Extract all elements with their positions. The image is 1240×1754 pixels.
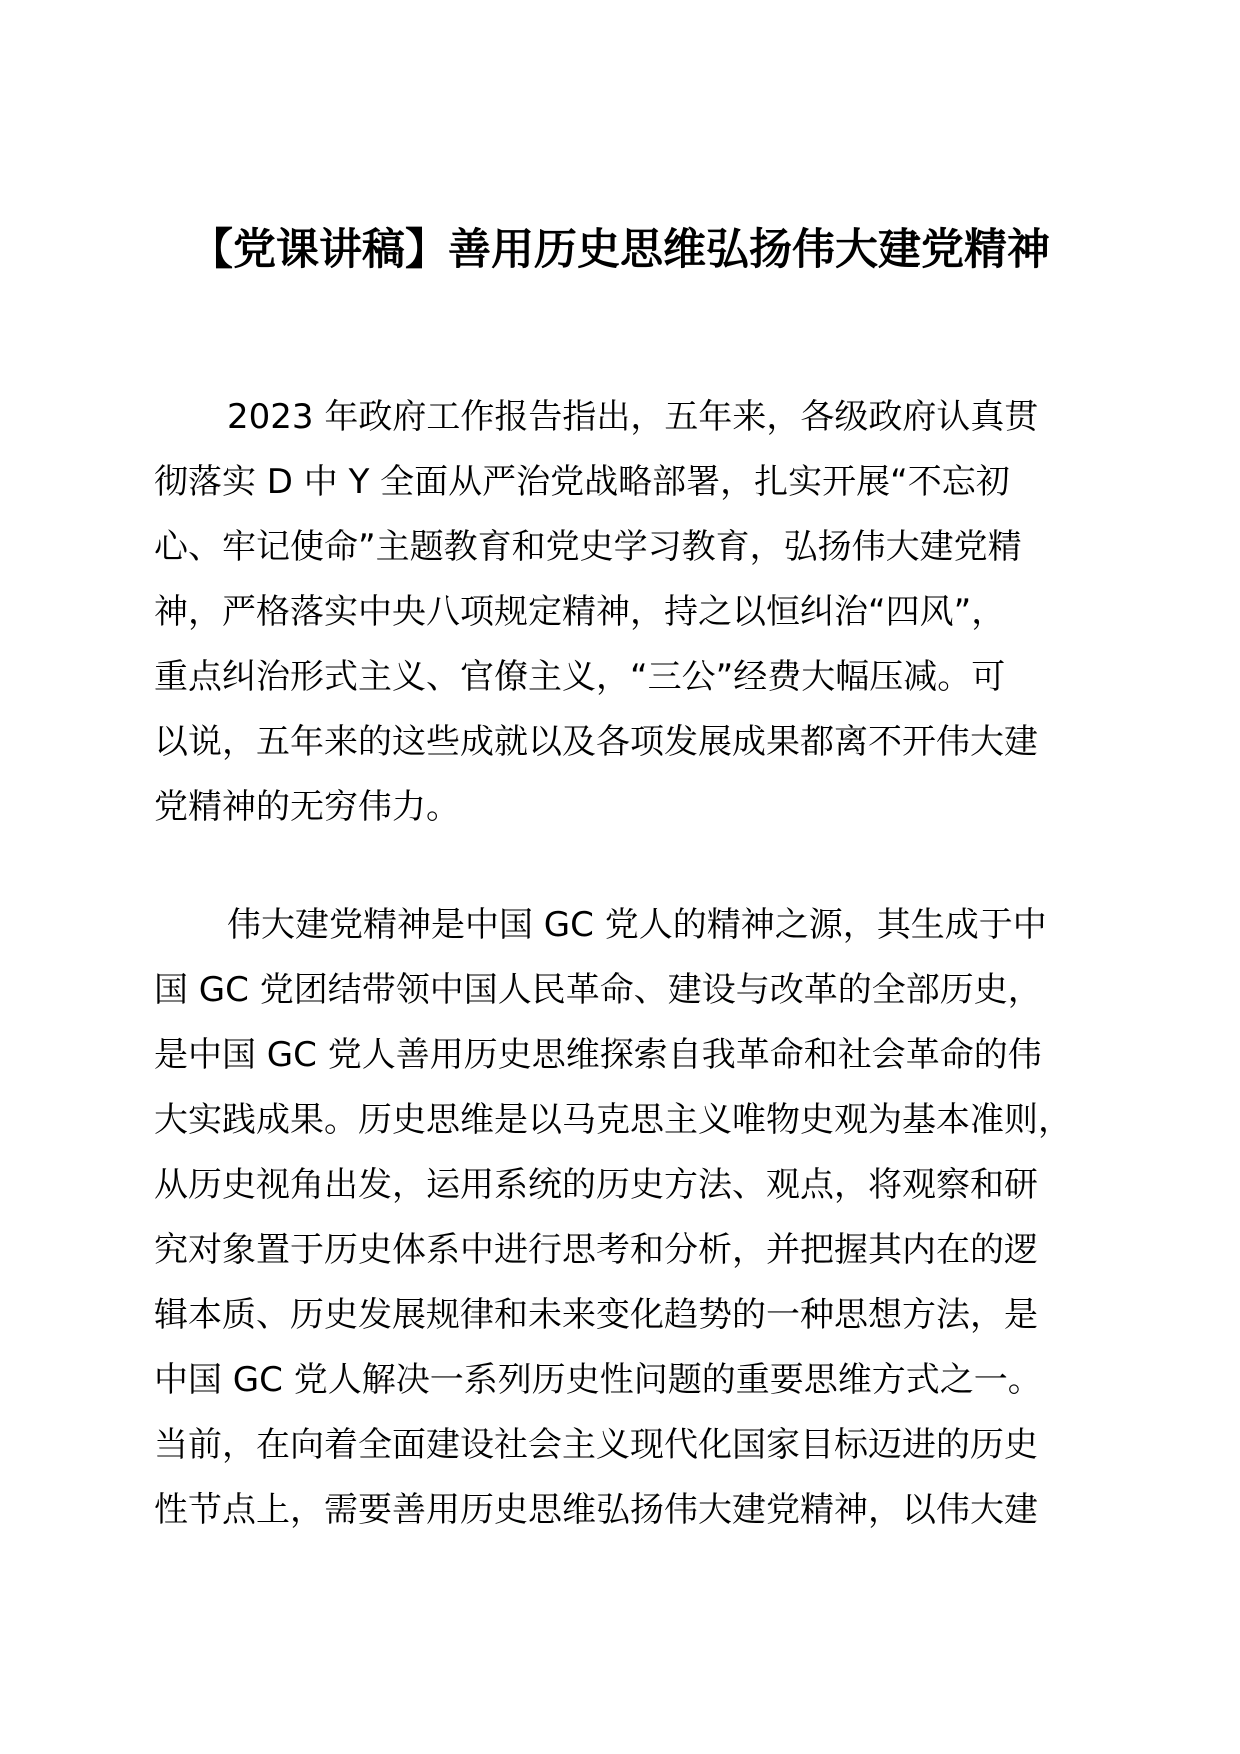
paragraph-2 (154, 893, 1084, 1543)
paragraph-line: 性节点上，需要善用历史思维弘扬伟大建党精神，以伟大建 (154, 1490, 1038, 1530)
paragraph-line: 从历史视角出发，运用系统的历史方法、观点，将观察和研 (154, 1165, 1038, 1205)
paragraph-1 (154, 385, 1084, 840)
paragraph-line: 当前，在向着全面建设社会主义现代化国家目标迈进的历史 (154, 1425, 1038, 1465)
paragraph-line: 是中国 GC 党人善用历史思维探索自我革命和社会革命的伟 (154, 1035, 1042, 1075)
paragraph-line: 伟大建党精神是中国 GC 党人的精神之源，其生成于中 (227, 905, 1047, 945)
paragraph-line: 国 GC 党团结带领中国人民革命、建设与改革的全部历史， (154, 970, 1042, 1010)
paragraph-line: 心、牢记使命”主题教育和党史学习教育，弘扬伟大建党精 (154, 527, 1022, 567)
paragraph-line: 以说，五年来的这些成就以及各项发展成果都离不开伟大建 (154, 722, 1038, 762)
paragraph-line: 中国 GC 党人解决一系列历史性问题的重要思维方式之一。 (154, 1360, 1042, 1400)
paragraph-line: 神，严格落实中央八项规定精神，持之以恒纠治“四风”， (154, 592, 1006, 632)
paragraph-line: 究对象置于历史体系中进行思考和分析，并把握其内在的逻 (154, 1230, 1038, 1270)
paragraph-line: 辑本质、历史发展规律和未来变化趋势的一种思想方法，是 (154, 1295, 1038, 1335)
paragraph-line: 大实践成果。历史思维是以马克思主义唯物史观为基本准则， (154, 1100, 1072, 1140)
paragraph-line: 2023 年政府工作报告指出，五年来，各级政府认真贯 (227, 397, 1039, 437)
paragraph-line: 党精神的无穷伟力。 (154, 787, 460, 827)
paragraph-line: 重点纠治形式主义、官僚主义，“三公”经费大幅压减。可 (154, 657, 1006, 697)
paragraph-line: 彻落实 D 中 Y 全面从严治党战略部署，扎实开展“不忘初 (154, 462, 1010, 502)
document-title: 【党课讲稿】善用历史思维弘扬伟大建党精神 (190, 225, 1050, 275)
